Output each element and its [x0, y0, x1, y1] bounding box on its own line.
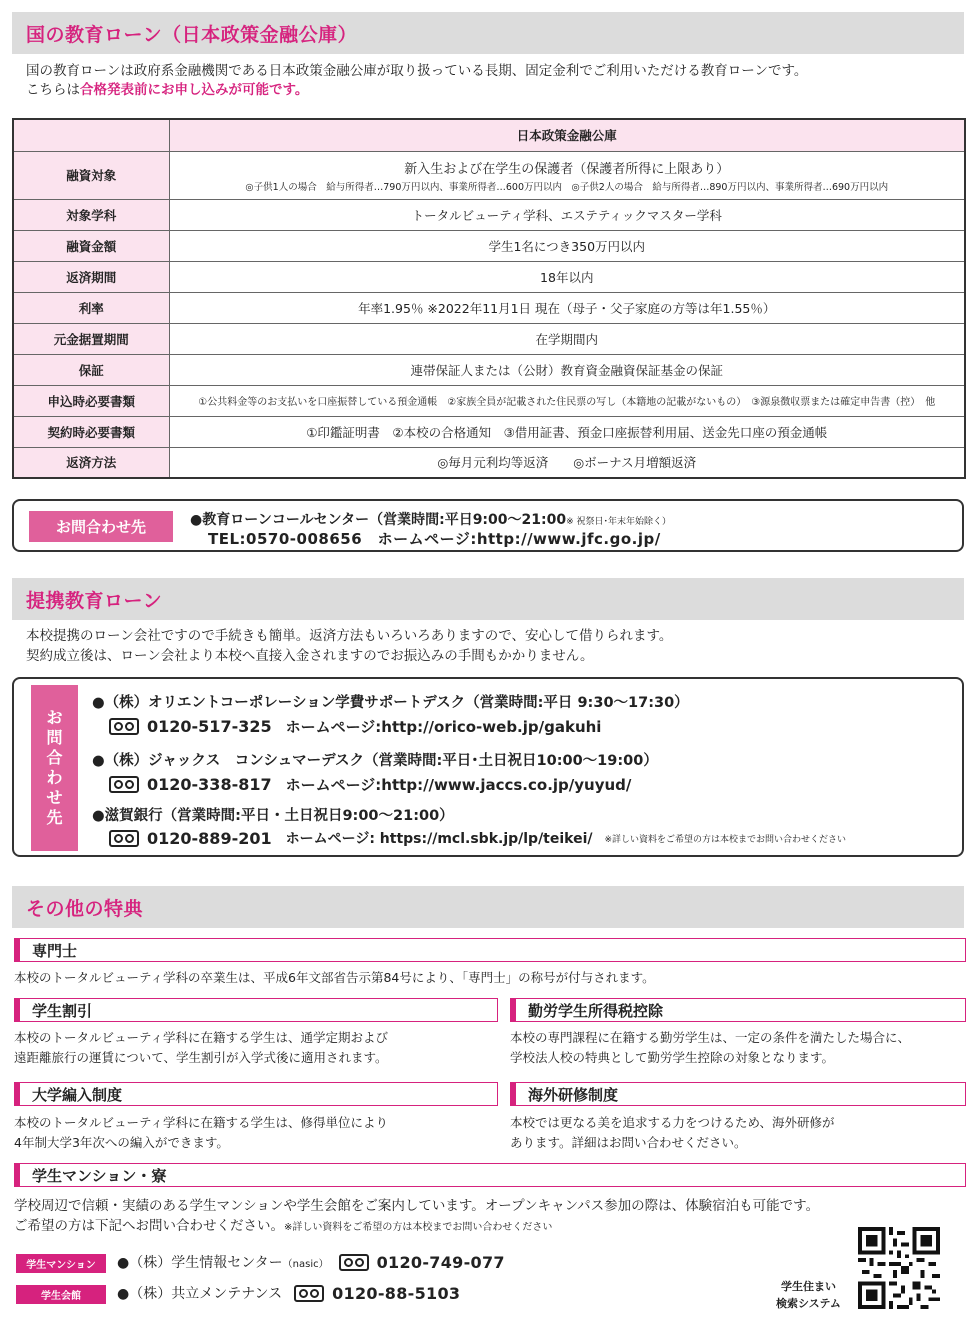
row-label: 返済期間: [13, 261, 169, 292]
tag-student-mansion: 学生マンション: [16, 1254, 106, 1273]
badge-char: お: [46, 708, 63, 727]
orico-name: ●（株）オリエントコーポレーション学費サポートデスク（営業時間:平日 9:30～17:30）: [92, 695, 689, 711]
perk-text-university-transfer-1: 本校のトータルビューティ学科に在籍する学生は、修得単位により: [14, 1115, 389, 1130]
perk-text-senmonshi: 本校のトータルビューティ学科の卒業生は、平成6年文部省告示第84号により、「専門士」の称号が付与されます。: [14, 970, 655, 985]
section-header-other-perks: [12, 886, 964, 928]
housing-hall-line: [117, 1283, 460, 1303]
table-row: [13, 199, 965, 230]
jaccs-homepage[interactable]: ホームページ:http://www.jaccs.co.jp/yuyud/: [285, 776, 632, 794]
housing-mansion-line: [117, 1252, 505, 1272]
perk-text-university-transfer-2: 4年制大学3年次への編入ができます。: [14, 1135, 229, 1150]
badge-char: 合: [46, 748, 63, 767]
row-label: 契約時必要書類: [13, 416, 169, 447]
row-value: ◎毎月元利均等返済 ◎ボーナス月増額返済: [169, 447, 965, 478]
shiga-bank-homepage[interactable]: ホームページ: https://mcl.sbk.jp/lp/teikei/: [285, 831, 593, 847]
perk-text-housing-1: 学校周辺で信頼・実績のある学生マンションや学生会館をご案内しています。オープンキャンパス参加の際は、体験宿泊も可能です。: [14, 1198, 820, 1214]
shiga-bank-name: ●滋賀銀行（営業時間:平日・土日祝日9:00～21:00）: [92, 808, 454, 824]
row-label: 保証: [13, 354, 169, 385]
perk-text-working-student-1: 本校の専門課程に在籍する勤労学生は、一定の条件を満たした場合に、: [510, 1030, 911, 1045]
freedial-icon: [339, 1254, 369, 1271]
perk-head-student-housing: 学生マンション・寮: [14, 1163, 966, 1187]
row-label: 融資対象: [13, 151, 169, 199]
perk-head-working-student-deduction: 勤労学生所得税控除: [510, 998, 966, 1022]
section-header-partner-loan: [12, 578, 964, 620]
table-row: [13, 230, 965, 261]
row-label: 融資金額: [13, 230, 169, 261]
jaccs-name: ●（株）ジャックス コンシュマーデスク（営業時間:平日･土日祝日10:00～19:00）: [92, 753, 658, 769]
contact-badge: お問合わせ先: [29, 511, 173, 542]
partner-intro-line1: 本校提携のローン会社ですので手続きも簡単。返済方法もいろいろありますので、安心して借りられます。: [26, 628, 673, 644]
perk-head-student-discount: 学生割引: [14, 998, 498, 1022]
row-value: ①印鑑証明書 ②本校の合格通知 ③借用証書、預金口座振替利用届、送金先口座の預金通帳: [169, 416, 965, 447]
badge-char: 問: [46, 728, 63, 747]
freedial-icon: [109, 830, 139, 847]
row-label: 申込時必要書類: [13, 385, 169, 416]
section-title: その他の特典: [26, 897, 144, 920]
qr-label: [776, 1278, 841, 1312]
mansion-company: ●（株）学生情報センター: [117, 1255, 283, 1271]
perk-text-overseas-training-2: あります。詳細はお問い合わせください。: [510, 1135, 747, 1150]
loan-contact-box: [12, 499, 964, 552]
row-value: トータルビューティ学科、エステティックマスター学科: [169, 199, 965, 230]
jaccs-tel[interactable]: 0120-338-817: [147, 775, 272, 794]
perk-text-working-student-2: 学校法人校の特典として勤労学生控除の対象となります。: [510, 1050, 835, 1065]
row-value-main: 新入生および在学生の保護者（保護者所得に上限あり）: [404, 161, 730, 177]
row-value-sub: ◎子供1人の場合 給与所得者…790万円以内、事業所得者…600万円以内 ◎子供2人の場合 給与所得者…890万円以内、事業所得者…690万円以内: [245, 181, 889, 193]
perk-text-student-discount-2: 遠距離旅行の運賃について、学生割引が入学式後に適用されます。: [14, 1050, 388, 1065]
perk-head-overseas-training: 海外研修制度: [510, 1082, 966, 1106]
row-value: 在学期間内: [169, 323, 965, 354]
section-title: 国の教育ローン（日本政策金融公庫）: [26, 23, 358, 46]
perk-head-university-transfer: 大学編入制度: [14, 1082, 498, 1106]
row-label: 対象学科: [13, 199, 169, 230]
loan-table: [12, 118, 966, 479]
row-value: 年率1.95％ ※2022年11月1日 現在（母子・父子家庭の方等は年1.55％）: [169, 292, 965, 323]
mansion-company-note: （nasic）: [282, 1258, 329, 1270]
loan-intro-line1: 国の教育ローンは政府系金融機関である日本政策金融公庫が取り扱っている長期、固定金利でご利用いただける教育ローンです。: [26, 63, 808, 79]
orico-tel[interactable]: 0120-517-325: [147, 717, 272, 736]
partner-contact-box: [12, 677, 964, 857]
table-row: [13, 292, 965, 323]
row-label: 元金据置期間: [13, 323, 169, 354]
tag-student-hall: 学生会館: [16, 1285, 106, 1304]
shiga-bank-tel[interactable]: 0120-889-201: [147, 828, 272, 848]
row-value: [169, 151, 965, 199]
loan-intro-line2: [26, 81, 308, 100]
qr-label-line1: 学生住まい: [780, 1280, 836, 1293]
orico-homepage[interactable]: ホームページ:http://orico-web.jp/gakuhi: [285, 718, 602, 736]
loan-intro-prefix: こちらは: [26, 82, 80, 98]
qr-label-line2: 検索システム: [776, 1297, 841, 1310]
contact-hours-note: ※ 祝祭日･年末年始除く）: [566, 517, 671, 527]
table-header: 日本政策金融公庫: [169, 119, 965, 151]
partner-intro-line2: 契約成立後は、ローン会社より本校へ直接入金されますのでお振込みの手間もかかりません。: [26, 648, 594, 664]
housing-inquiry-text: ご希望の方は下記へお問い合わせください。: [14, 1218, 284, 1234]
freedial-icon: [109, 718, 139, 735]
badge-char: 先: [46, 808, 63, 827]
shiga-bank-contact: [109, 828, 846, 848]
table-header-row: [13, 119, 965, 151]
table-row: [13, 354, 965, 385]
contact-line1: [190, 509, 671, 529]
loan-intro-emphasis: 合格発表前にお申し込みが可能です。: [80, 82, 309, 98]
row-label: 利率: [13, 292, 169, 323]
shiga-bank-note: ※詳しい資料をご希望の方は本校までお問い合わせください: [604, 834, 847, 845]
contact-vertical-badge: [31, 685, 78, 851]
freedial-icon: [109, 776, 139, 793]
freedial-icon: [294, 1285, 324, 1302]
table-row: [13, 151, 965, 199]
perk-text-student-discount-1: 本校のトータルビューティ学科に在籍する学生は、通学定期および: [14, 1030, 389, 1045]
table-row: [13, 416, 965, 447]
orico-contact: [109, 716, 601, 737]
hall-company: ●（株）共立メンテナンス: [117, 1286, 283, 1302]
jaccs-contact: [109, 774, 631, 795]
section-header-national-loan: [12, 12, 964, 54]
row-value: 連帯保証人または（公財）教育資金融資保証基金の保証: [169, 354, 965, 385]
table-corner: [13, 119, 169, 151]
hall-tel[interactable]: 0120-88-5103: [332, 1283, 461, 1303]
row-value: 18年以内: [169, 261, 965, 292]
table-row: [13, 385, 965, 416]
section-title: 提携教育ローン: [26, 589, 163, 612]
row-value: ①公共料金等のお支払いを口座振替している預金通帳 ②家族全員が記載された住民票の写し（本籍地の記載がないもの） ③源泉徴収票または確定申告書（控） 他: [169, 385, 965, 416]
table-row: [13, 261, 965, 292]
mansion-tel[interactable]: 0120-749-077: [376, 1252, 505, 1272]
row-label: 返済方法: [13, 447, 169, 478]
perk-text-overseas-training-1: 本校では更なる美を追求する力をつけるため、海外研修が: [510, 1115, 835, 1130]
table-row: [13, 323, 965, 354]
contact-center-name: ●教育ローンコールセンター（営業時間:平日9:00～21:00: [190, 512, 567, 528]
badge-char: せ: [46, 788, 63, 807]
perk-text-housing-2: [14, 1216, 552, 1238]
table-row: [13, 447, 965, 478]
housing-note: ※詳しい資料をご希望の方は本校までお問い合わせください: [284, 1222, 553, 1233]
badge-char: わ: [46, 768, 63, 787]
perk-head-senmonshi: 専門士: [14, 938, 966, 962]
row-value: 学生1名につき350万円以内: [169, 230, 965, 261]
contact-line2[interactable]: TEL:0570-008656 ホームページ:http://www.jfc.go.jp/: [208, 530, 661, 548]
qr-code-icon[interactable]: [858, 1227, 940, 1309]
